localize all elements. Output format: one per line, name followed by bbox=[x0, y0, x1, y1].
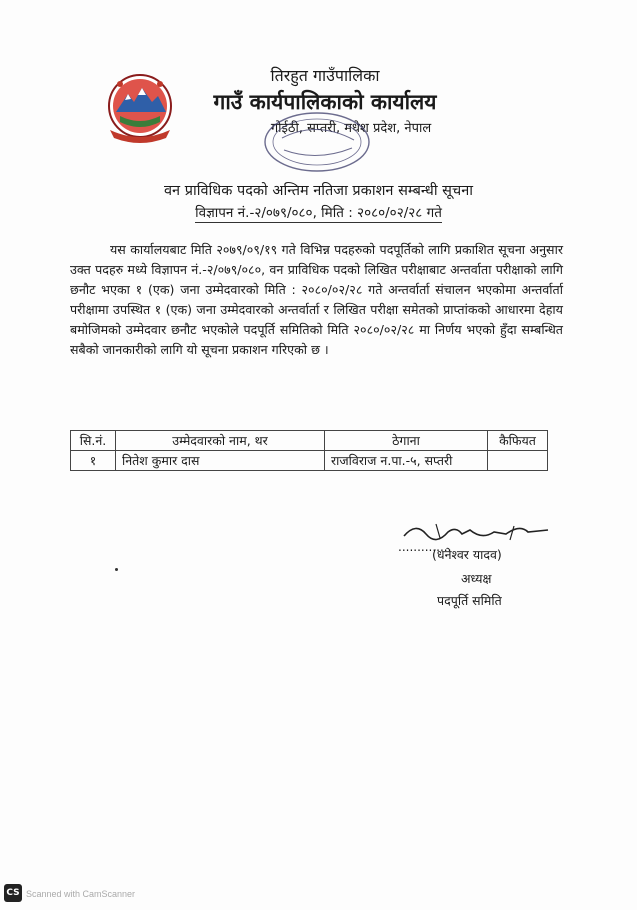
office-name: गाउँ कार्यपालिकाको कार्यालय bbox=[213, 90, 437, 114]
cell-sn: १ bbox=[71, 451, 116, 471]
col-sn: सि.नं. bbox=[71, 431, 116, 451]
table-header-row bbox=[71, 431, 548, 451]
nepal-emblem-icon bbox=[106, 72, 174, 144]
signatory-name: (धनेश्वर यादव) bbox=[432, 547, 502, 562]
scanner-watermark: Scanned with CamScanner bbox=[26, 889, 136, 899]
camscanner-logo-icon: CS bbox=[4, 884, 22, 902]
cell-remarks bbox=[488, 451, 548, 471]
col-remarks: कैफियत bbox=[488, 431, 548, 451]
cell-address: राजविराज न.पा.-५, सप्तरी bbox=[325, 451, 488, 471]
col-name: उम्मेदवारको नाम, थर bbox=[116, 431, 325, 451]
notice-number-line bbox=[0, 203, 637, 221]
table-row bbox=[71, 451, 548, 471]
col-address: ठेगाना bbox=[325, 431, 488, 451]
notice-title: वन प्राविधिक पदको अन्तिम नतिजा प्रकाशन सम्बन्धी सूचना bbox=[164, 183, 473, 199]
municipality-name: तिरहुत गाउँपालिका bbox=[270, 66, 380, 85]
notice-body: यस कार्यालयबाट मिति २०७९/०९/१९ गते विभिन्न पदहरुको पदपूर्तिको लागि प्रकाशित सूचना अनुसार उक्त पदहरु मध्ये विज्ञापन नं.-२/०७९/०८०, वन प्राविधिक पदको लिखित परीक्षाबाट अन्तर्वाता परीक्षाको लागि छनौट भएका १ (एक) जना उम्मेदवारको मिति : २०८०/०२/२८ गते अन्तर्वार्ता संचालन भएकोमा अन्तर्वार्ता परीक्षामा उपस्थित १ (एक) जना उम्मेदवारको अन्तर्वार्ता र लिखित परीक्षा समेतको प्राप्तांकको आधारमा देहाय बमोजिमको उम्मेदवार छनौट भएकोले पदपूर्ति समितिको मिति २०८०/०२/२८ मा निर्णय भएको हुँदा सम्बन्धित सबैको जानकारीको लागि यो सूचना प्रकाशन गरिएको छ । bbox=[70, 242, 563, 357]
office-stamp-icon bbox=[262, 110, 372, 174]
cell-name: नितेश कुमार दास bbox=[116, 451, 325, 471]
office-address: गोईठी, सप्तरी, मधेश प्रदेश, नेपाल bbox=[270, 121, 432, 136]
committee-name: पदपूर्ति समिति bbox=[437, 593, 502, 608]
signatory-post: अध्यक्ष bbox=[461, 571, 492, 586]
notice-number-text: विज्ञापन नं.-२/०७९/०८०, मिति : २०८०/०२/२८ गते bbox=[195, 205, 442, 221]
ink-dot bbox=[115, 568, 118, 571]
result-table bbox=[70, 430, 548, 471]
signature-dots: .............. bbox=[398, 540, 452, 554]
